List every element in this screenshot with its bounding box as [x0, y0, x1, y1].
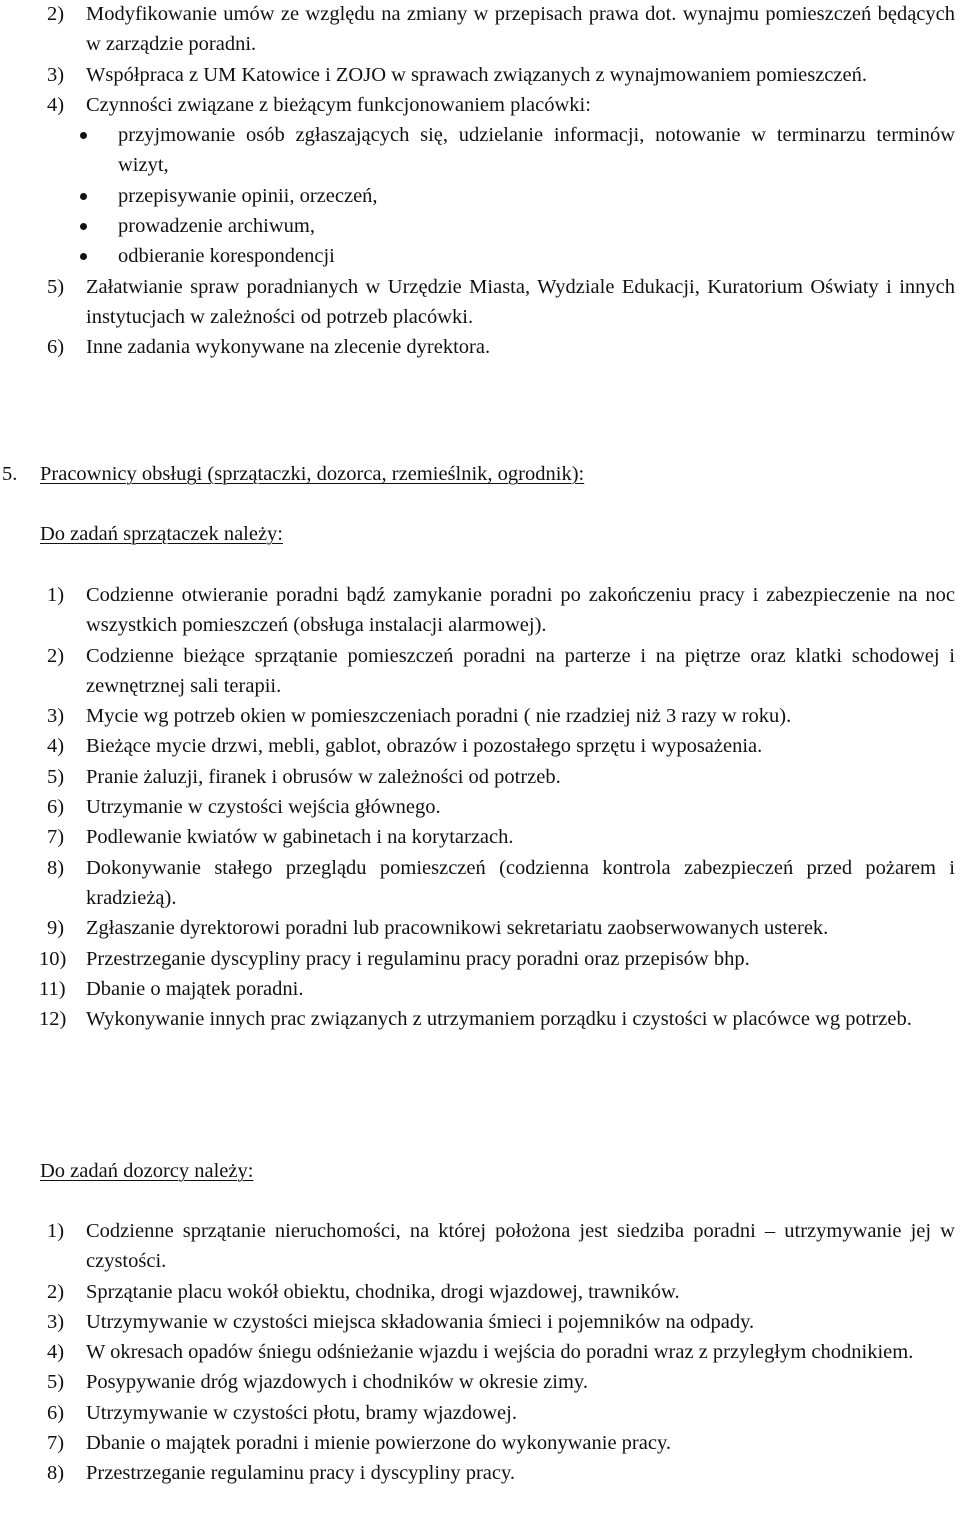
bullet-list	[0, 120, 960, 271]
bullet-item	[0, 181, 960, 211]
item-text: Utrzymywanie w czystości miejsca składowania śmieci i pojemników na odpady.	[86, 1310, 755, 1333]
list-item	[0, 90, 960, 120]
list-item	[0, 1004, 960, 1034]
bullet-text: przyjmowanie osób zgłaszających się, udzielanie informacji, notowanie w terminarzu terminów wizyt,	[118, 124, 955, 177]
item-text: Codzienne otwieranie poradni bądź zamykanie poradni po zakończeniu pracy i zabezpieczenie na noc wszystkich pomieszczeń (obsługa instalacji alarmowej).	[86, 584, 955, 637]
item-number: 3)	[47, 705, 65, 728]
list-item	[0, 731, 960, 761]
item-text: Bieżące mycie drzwi, mebli, gablot, obrazów i pozostałego sprzętu i wyposażenia.	[86, 735, 763, 758]
janitor-heading	[0, 1156, 253, 1186]
item-number: 5)	[47, 275, 65, 298]
item-text: Współpraca z UM Katowice i ZOJO w sprawach związanych z wynajmowaniem pomieszczeń.	[86, 63, 867, 86]
item-text: Zgłaszanie dyrektorowi poradni lub pracownikowi sekretariatu zaobserwowanych usterek.	[86, 917, 829, 940]
list-item	[0, 580, 960, 641]
list-item	[0, 1216, 960, 1277]
item-number: 1)	[47, 1220, 65, 1242]
item-number: 2)	[47, 1280, 65, 1303]
item-text: Przestrzeganie dyscypliny pracy i regulaminu pracy poradni oraz przepisów bhp.	[86, 947, 750, 970]
item-number: 11)	[39, 977, 66, 1000]
item-number: 2)	[47, 644, 65, 667]
list-item	[0, 1458, 960, 1488]
item-text: Codzienne sprzątanie nieruchomości, na której położona jest siedziba poradni – utrzymywanie jej w czystości.	[86, 1220, 955, 1273]
item-text: Podlewanie kwiatów w gabinetach i na korytarzach.	[86, 826, 514, 849]
list-item	[0, 944, 960, 974]
item-text: Utrzymanie w czystości wejścia głównego.	[86, 796, 441, 819]
bullet-item	[0, 211, 960, 241]
list-item	[0, 974, 960, 1004]
item-text: W okresach opadów śniegu odśnieżanie wjazdu i wejścia do poradni wraz z przyległym chodnikiem.	[86, 1341, 914, 1364]
list-item	[0, 853, 960, 914]
list-item	[0, 1307, 960, 1337]
list-item	[0, 272, 960, 333]
bullet-text: przepisywanie opinii, orzeczeń,	[118, 184, 378, 207]
janitor-heading-text: Do zadań dozorcy należy:	[40, 1160, 254, 1182]
item-text: Posypywanie dróg wjazdowych i chodników w okresie zimy.	[86, 1371, 588, 1394]
list-item	[0, 792, 960, 822]
item-text: Dbanie o majątek poradni i mienie powierzone do wykonywanie pracy.	[86, 1432, 672, 1455]
bullet-icon	[80, 132, 87, 139]
bullet-icon	[80, 253, 87, 260]
item-text: Dokonywanie stałego przeglądu pomieszczeń (codzienna kontrola zabezpieczeń przed pożarem i kradzieżą).	[86, 856, 955, 909]
item-text: Czynności związane z bieżącym funkcjonowaniem placówki:	[86, 93, 591, 116]
item-number: 3)	[47, 63, 65, 86]
item-text: Wykonywanie innych prac związanych z utrzymaniem porządku i czystości w placówce wg potrzeb.	[86, 1008, 912, 1031]
section-number: 5.	[2, 463, 18, 485]
item-text: Inne zadania wykonywane na zlecenie dyrektora.	[86, 336, 491, 359]
bullet-item	[0, 241, 960, 271]
list-item	[0, 762, 960, 792]
item-number: 5)	[47, 1371, 65, 1394]
bullet-item	[0, 120, 960, 181]
item-number: 12)	[39, 1008, 67, 1031]
item-number: 7)	[47, 826, 65, 849]
cleaners-heading	[0, 519, 283, 549]
list-item	[0, 0, 960, 60]
list-item	[0, 641, 960, 702]
list-item	[0, 822, 960, 852]
list-item	[0, 1337, 960, 1367]
item-text: Załatwianie spraw poradnianych w Urzędzie Miasta, Wydziale Edukacji, Kuratorium Oświaty i innych instytucjach w zależności od potrzeb placówki.	[86, 275, 955, 328]
bullet-icon	[80, 223, 87, 230]
item-number: 10)	[39, 947, 67, 970]
bullet-text: prowadzenie archiwum,	[118, 215, 315, 238]
item-number: 6)	[47, 336, 65, 359]
item-text: Codzienne bieżące sprzątanie pomieszczeń poradni na parterze i na piętrze oraz klatki schodowej i zewnętrznej sali terapii.	[86, 644, 955, 697]
list-item	[0, 913, 960, 943]
item-number: 2)	[47, 3, 65, 25]
item-number: 9)	[47, 917, 65, 940]
item-number: 5)	[47, 765, 65, 788]
item-number: 3)	[47, 1310, 65, 1333]
list-item	[0, 60, 960, 90]
item-number: 6)	[47, 1401, 65, 1424]
item-number: 8)	[47, 1462, 65, 1485]
item-text: Sprzątanie placu wokół obiektu, chodnika, drogi wjazdowej, trawników.	[86, 1280, 680, 1303]
item-text: Dbanie o majątek poradni.	[86, 977, 304, 1000]
cleaners-heading-text: Do zadań sprzątaczek należy:	[40, 523, 284, 545]
list-item	[0, 332, 960, 362]
item-text: Utrzymywanie w czystości płotu, bramy wjazdowej.	[86, 1401, 517, 1424]
bullet-text: odbieranie korespondencji	[118, 245, 335, 268]
item-text: Modyfikowanie umów ze względu na zmiany w przepisach prawa dot. wynajmu pomieszczeń będących w zarządzie poradni.	[86, 3, 955, 56]
item-text: Mycie wg potrzeb okien w pomieszczeniach poradni ( nie rzadziej niż 3 razy w roku).	[86, 705, 792, 728]
item-number: 4)	[47, 93, 65, 116]
item-text: Przestrzeganie regulaminu pracy i dyscypliny pracy.	[86, 1462, 516, 1485]
janitor-list	[0, 1216, 960, 1489]
item-number: 4)	[47, 735, 65, 758]
item-number: 7)	[47, 1432, 65, 1455]
section-title: Pracownicy obsługi (sprzątaczki, dozorca, rzemieślnik, ogrodnik):	[40, 463, 585, 485]
section-heading	[0, 459, 960, 489]
item-text: Pranie żaluzji, firanek i obrusów w zależności od potrzeb.	[86, 765, 561, 788]
top-list	[0, 0, 960, 363]
list-item	[0, 1428, 960, 1458]
item-number: 8)	[47, 856, 65, 879]
list-item	[0, 1398, 960, 1428]
list-item	[0, 1277, 960, 1307]
bullet-icon	[80, 193, 87, 200]
item-number: 1)	[47, 584, 65, 606]
cleaners-list	[0, 580, 960, 1034]
list-item	[0, 701, 960, 731]
list-item	[0, 1367, 960, 1397]
item-number: 4)	[47, 1341, 65, 1364]
item-number: 6)	[47, 796, 65, 819]
